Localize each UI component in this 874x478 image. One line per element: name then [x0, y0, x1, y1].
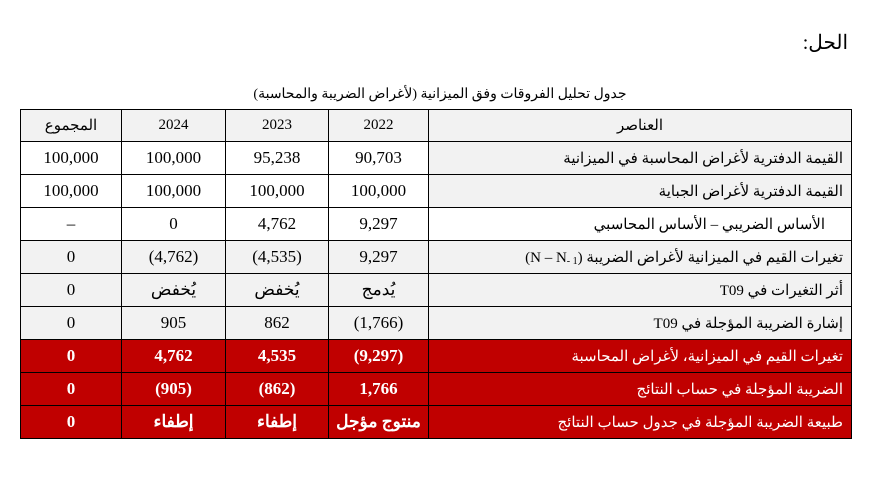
row-label: تغيرات القيم في الميزانية، لأغراض المحاسبة — [429, 340, 852, 373]
cell-2022: 9,297 — [329, 208, 429, 241]
header-2023: 2023 — [226, 110, 329, 142]
cell-total: 0 — [21, 274, 122, 307]
table-row — [21, 175, 852, 208]
cell-2024: (4,762) — [122, 241, 226, 274]
cell-total: 0 — [21, 241, 122, 274]
cell-2022: 100,000 — [329, 175, 429, 208]
cell-2023: (4,535) — [226, 241, 329, 274]
row-label: الضريبة المؤجلة في حساب النتائج — [429, 373, 852, 406]
row-label: أثر التغيرات في T09 — [429, 274, 852, 307]
cell-total: 0 — [21, 406, 122, 439]
table-row — [21, 208, 852, 241]
cell-total: – — [21, 208, 122, 241]
cell-2022: 9,297 — [329, 241, 429, 274]
cell-2023: 100,000 — [226, 175, 329, 208]
table-row — [21, 307, 852, 340]
cell-2023: 4,762 — [226, 208, 329, 241]
cell-2024: 100,000 — [122, 142, 226, 175]
cell-total: 100,000 — [21, 175, 122, 208]
header-2024: 2024 — [122, 110, 226, 142]
cell-2024: (905) — [122, 373, 226, 406]
row-label: إشارة الضريبة المؤجلة في T09 — [429, 307, 852, 340]
cell-2024: 0 — [122, 208, 226, 241]
cell-2022: 1,766 — [329, 373, 429, 406]
cell-2024: يُخفض — [122, 274, 226, 307]
cell-2023: يُخفض — [226, 274, 329, 307]
header-items: العناصر — [429, 110, 852, 142]
row-label-subscript: - 1 — [566, 255, 578, 267]
cell-2024: 905 — [122, 307, 226, 340]
cell-2022: 90,703 — [329, 142, 429, 175]
cell-2024: إطفاء — [122, 406, 226, 439]
cell-total: 0 — [21, 307, 122, 340]
cell-2022: يُدمج — [329, 274, 429, 307]
cell-2024: 100,000 — [122, 175, 226, 208]
header-2022: 2022 — [329, 110, 429, 142]
table-caption: جدول تحليل الفروقات وفق الميزانية (لأغراض الضريبة والمحاسبة) — [253, 87, 627, 102]
cell-2022: منتوج مؤجل — [329, 406, 429, 439]
differences-table — [20, 109, 852, 439]
cell-2023: 4,535 — [226, 340, 329, 373]
cell-2022: (1,766) — [329, 307, 429, 340]
table-row — [21, 241, 852, 274]
cell-total: 100,000 — [21, 142, 122, 175]
table-row-highlighted — [21, 340, 852, 373]
header-total: المجموع — [21, 110, 122, 142]
table-row-highlighted — [21, 406, 852, 439]
cell-2023: 862 — [226, 307, 329, 340]
cell-2024: 4,762 — [122, 340, 226, 373]
cell-2023: (862) — [226, 373, 329, 406]
cell-total: 0 — [21, 340, 122, 373]
table-row-highlighted — [21, 373, 852, 406]
header-row — [21, 110, 852, 142]
row-label: القيمة الدفترية لأغراض الجباية — [429, 175, 852, 208]
cell-2023: إطفاء — [226, 406, 329, 439]
cell-2022: (9,297) — [329, 340, 429, 373]
row-label: القيمة الدفترية لأغراض المحاسبة في الميزانية — [429, 142, 852, 175]
row-label-end: ) — [525, 249, 531, 266]
table-row — [21, 274, 852, 307]
row-label-main: تغيرات القيم في الميزانية لأغراض الضريبة (N – N — [530, 249, 843, 266]
row-label — [429, 241, 852, 274]
cell-total: 0 — [21, 373, 122, 406]
solution-heading: الحل: — [802, 32, 848, 54]
row-label: الأساس الضريبي – الأساس المحاسبي — [429, 208, 852, 241]
cell-2023: 95,238 — [226, 142, 329, 175]
table-row — [21, 142, 852, 175]
row-label: طبيعة الضريبة المؤجلة في جدول حساب النتائج — [429, 406, 852, 439]
